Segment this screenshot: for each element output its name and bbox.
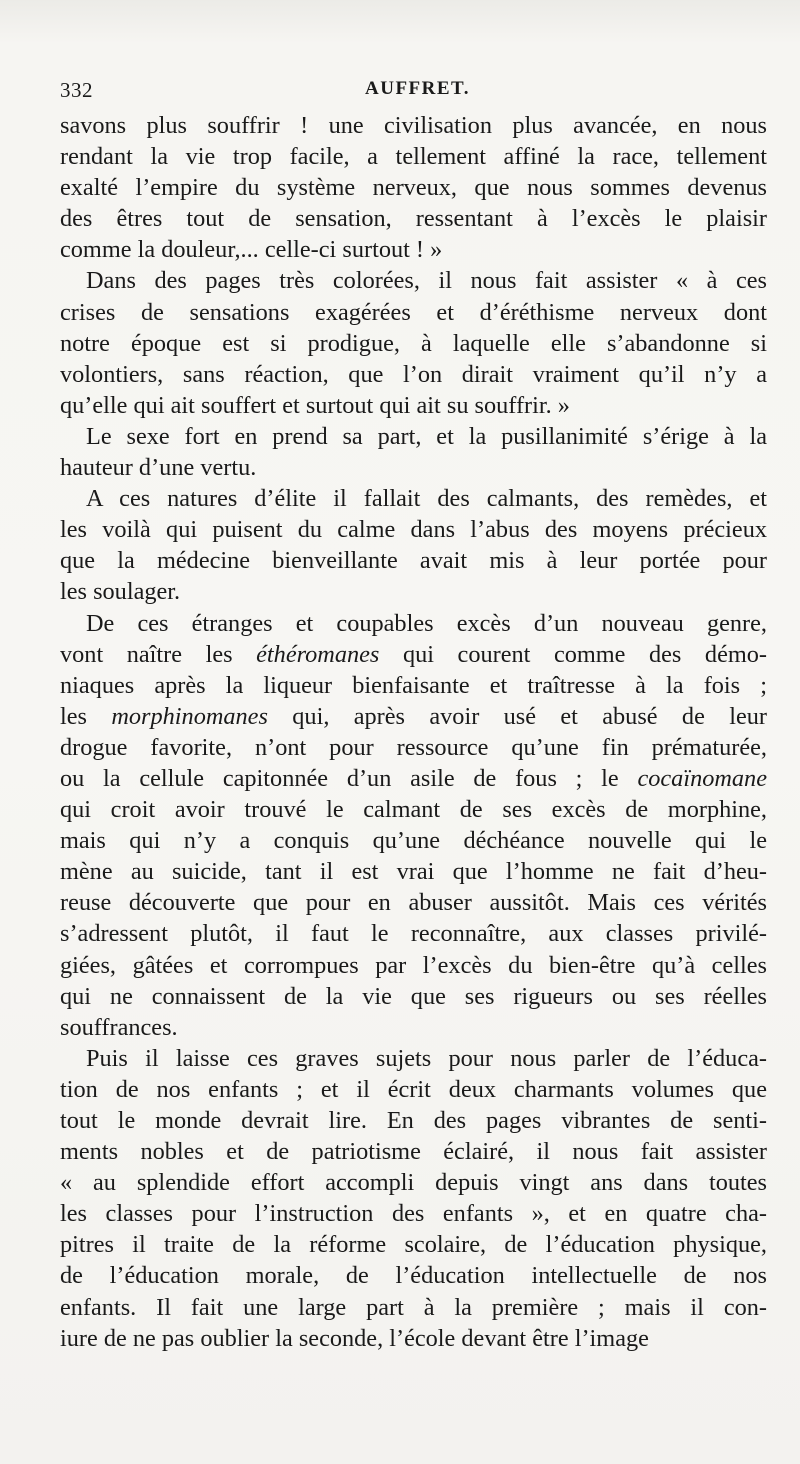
text-line: tion de nos enfants ; et il écrit deux charmants volumes que [60,1075,767,1103]
text-line: pitres il traite de la réforme scolaire, de l’éducation physique, [60,1231,767,1259]
text-line: mène au suicide, tant il est vrai que l’homme ne fait d’heu- [60,858,767,886]
text-line: volontiers, sans réaction, que l’on dirait vraiment qu’il n’y a [60,360,767,388]
text-line: les soulager. [60,578,181,606]
text-line: Dans des pages très colorées, il nous fait assister « à ces [86,267,767,295]
text-line: savons plus souffrir ! une civilisation plus avancée, en nous [60,112,767,139]
text-line: niaques après la liqueur bienfaisante et traîtresse à la fois ; [60,671,767,699]
page-header [60,78,760,104]
page-number: 332 [60,78,93,102]
text-line: crises de sensations exagérées et d’éréthisme nerveux dont [60,298,767,326]
paragraph [60,1043,767,1354]
paragraph [60,608,767,1043]
text-line: De ces étranges et coupables excès d’un nouveau genre, [86,609,767,637]
text-line: drogue favorite, n’ont pour ressource qu’une fin prématurée, [60,733,767,761]
text-line: hauteur d’une vertu. [60,454,257,482]
body-text [60,110,767,1354]
text-line: enfants. Il fait une large part à la première ; mais il con- [60,1293,767,1321]
text-line: des êtres tout de sensation, ressentant à l’excès le plaisir [60,205,767,233]
text-line: tout le monde devrait lire. En des pages vibrantes de senti- [60,1107,767,1134]
text-line: de l’éducation morale, de l’éducation intellectuelle de nos [60,1262,767,1290]
text-line: Le sexe fort en prend sa part, et la pusillanimité s’érige à la [86,422,767,450]
text-line: vont naître les éthéromanes qui courent comme des démo- [60,640,768,668]
text-line: comme la douleur,... celle-ci surtout ! » [60,236,443,264]
paragraph [60,110,767,265]
text-line: que la médecine bienveillante avait mis à leur portée pour [60,547,767,575]
running-head: AUFFRET. [365,78,471,99]
text-line: les classes pour l’instruction des enfants », et en quatre cha- [60,1200,767,1228]
text-line: les voilà qui puisent du calme dans l’abus des moyens précieux [60,516,767,544]
text-line: exalté l’empire du système nerveux, que nous sommes devenus [60,174,767,202]
text-line: qui ne connaissent de la vie que ses rigueurs ou ses réelles [60,982,767,1010]
text-line: s’adressent plutôt, il faut le reconnaître, aux classes privilé- [60,920,767,948]
text-line: « au splendide effort accompli depuis vingt ans dans toutes [60,1169,767,1197]
text-line: iure de ne pas oublier la seconde, l’école devant être l’image [60,1324,649,1352]
text-line: qu’elle qui ait souffert et surtout qui ait su souffrir. » [60,391,570,419]
text-line: mais qui n’y a conquis qu’une déchéance nouvelle qui le [60,827,767,855]
text-line: les morphinomanes qui, après avoir usé et abusé de leur [60,702,767,730]
paragraph [60,421,767,483]
paragraph [60,483,767,607]
text-line: reuse découverte que pour en abuser aussitôt. Mais ces vérités [60,889,767,917]
text-line: giées, gâtées et corrompues par l’excès du bien-être qu’à celles [60,951,767,979]
text-line: ments nobles et de patriotisme éclairé, il nous fait assister [60,1138,767,1166]
paragraph [60,265,767,420]
text-line: A ces natures d’élite il fallait des calmants, des remèdes, et [86,485,767,513]
text-line: Puis il laisse ces graves sujets pour nous parler de l’éduca- [86,1044,767,1072]
text-line: souffrances. [60,1013,178,1041]
text-line: qui croit avoir trouvé le calmant de ses excès de morphine, [60,796,767,824]
text-line: ou la cellule capitonnée d’un asile de fous ; le cocaïnomane [60,764,767,792]
text-line: notre époque est si prodigue, à laquelle elle s’abandonne si [60,329,767,357]
text-line: rendant la vie trop facile, a tellement affiné la race, tellement [60,143,767,171]
